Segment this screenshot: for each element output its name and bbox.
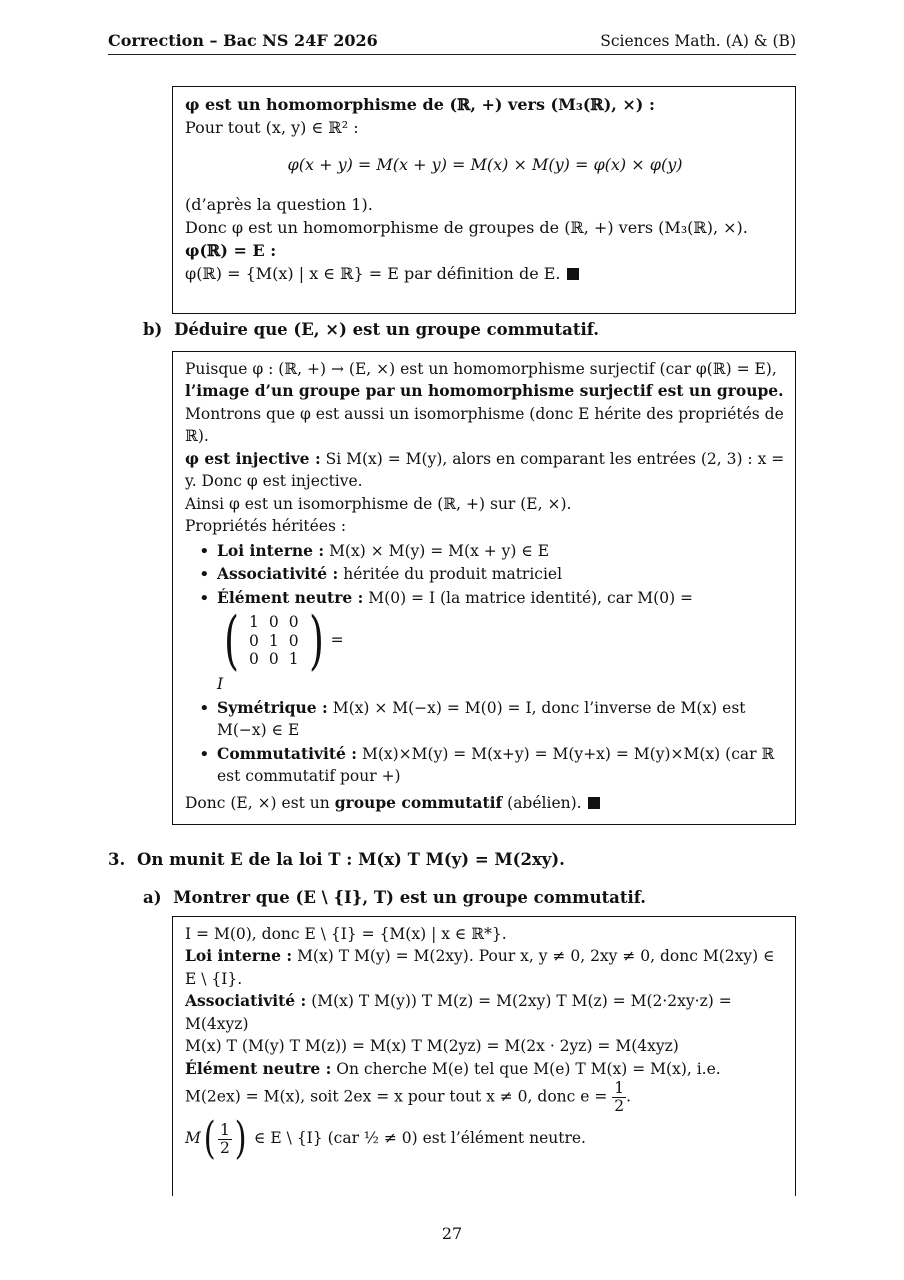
question-b (143, 318, 599, 342)
solution-box-homomorphism (172, 86, 796, 314)
conclusion-a: Donc (E, ×) est un (185, 793, 330, 812)
box3-neutral-element: M( $\frac{1}{2}$ ) ∈ E \ {I} (car ½ ≠ 0) est l’élément neutre. (185, 1113, 586, 1165)
list-item (185, 697, 785, 742)
neutral-label: Élément neutre : (185, 1058, 332, 1078)
box3-internal-law (185, 945, 785, 990)
prop-label: Loi interne : (217, 540, 325, 560)
prop-text: M(x) × M(y) = M(x + y) ∈ E (329, 541, 550, 560)
box3-associativity-2: M(x) T (M(y) T M(z)) = M(x) T M(2yz) = M(2x · 2yz) = M(4xyz) (185, 1037, 679, 1056)
prop-identity: I (217, 675, 224, 694)
question-3-label: 3. (108, 850, 126, 869)
qed-square-icon (588, 797, 600, 809)
prop-text: M(0) = I (la matrice identité), car M(0) = (368, 588, 694, 607)
neutral-text-2: M(2ex) = M(x), soit 2ex = x pour tout x ≠ 0, donc e = (185, 1087, 608, 1106)
header-subject: Sciences Math. (A) & (B) (600, 31, 796, 50)
box1-line4: φ(ℝ) = E : (185, 240, 277, 260)
internal-law-text: M(x) T M(y) = M(2xy). Pour x, y ≠ 0, 2xy ≠ 0, donc M(2xy) ∈ E \ {I}. (185, 947, 775, 988)
box2-line4: Ainsi φ est un isomorphisme de (ℝ, +) sur (E, ×). (185, 494, 572, 513)
box2-line1: Puisque φ : (ℝ, +) → (E, ×) est un homomorphisme surjectif (car φ(ℝ) = E), (185, 360, 777, 378)
box2-injective-text: Si M(x) = M(y), alors en comparant les entrées (2, 3) : x = y. Donc φ est injective. (185, 449, 785, 491)
prop-equals: = (330, 631, 344, 650)
box2-injective-label: φ est injective : (185, 448, 321, 468)
prop-label: Symétrique : (217, 697, 328, 717)
associativity-text: (M(x) T M(y)) T M(z) = M(2xy) T M(z) = M(2·2xy·z) = M(4xyz) (185, 992, 732, 1033)
conclusion-b: groupe commutatif (334, 792, 503, 812)
box2-conclusion (185, 792, 785, 814)
box3-line1: I = M(0), donc E \ {I} = {M(x) | x ∈ ℝ*}. (185, 925, 507, 943)
prop-text: M(x)×M(y) = M(x+y) = M(y+x) = M(y)×M(x) (car ℝ est commutatif pour +) (217, 744, 775, 786)
fraction-one-half-2: $\frac{1}{2}$ (220, 1120, 230, 1157)
question-3a (143, 886, 646, 910)
box1-line5-text: φ(ℝ) = {M(x) | x ∈ ℝ} = E par définition de E. (185, 264, 561, 284)
page-header (108, 26, 796, 55)
box3-neutral (185, 1058, 785, 1080)
associativity-label: Associativité : (185, 991, 307, 1011)
inherited-properties-list (185, 540, 785, 788)
prop-label: Commutativité : (217, 743, 358, 763)
qed-square-icon (567, 268, 579, 280)
box3-associativity (185, 990, 785, 1035)
internal-law-label: Loi interne : (185, 946, 293, 966)
box1-title: φ est un homomorphisme de (ℝ, +) vers (M₃(ℝ), ×) : (185, 95, 655, 114)
question-b-label: b) (143, 320, 163, 339)
box2-line2: l’image d’un groupe par un homomorphisme surjectif est un groupe. (185, 381, 784, 401)
list-item (185, 743, 785, 788)
identity-matrix: ( 1 0 0 0 1 0 0 0 1 ) (223, 604, 324, 679)
solution-box-law-T (172, 916, 796, 1196)
page-number: 27 (441, 1224, 463, 1243)
neutral-M: M (185, 1129, 201, 1148)
solution-box-commutative-group (172, 351, 796, 825)
box1-line5 (185, 262, 785, 285)
box2-line5: Propriétés héritées : (185, 517, 347, 536)
list-item (185, 563, 785, 585)
question-3a-text: Montrer que (E \ {I}, T) est un groupe commutatif. (173, 888, 647, 907)
box1-line3: Donc φ est un homomorphisme de groupes de (ℝ, +) vers (M₃(ℝ), ×). (185, 217, 748, 237)
header-title: Correction – Bac NS 24F 2026 (108, 30, 378, 50)
box1-line1: Pour tout (x, y) ∈ ℝ² : (185, 118, 359, 138)
box1-line2: (d’après la question 1). (185, 194, 373, 214)
conclusion-c: (abélien). (507, 793, 582, 812)
question-3-text: On munit E de la loi T : M(x) T M(y) = M(2xy). (136, 850, 565, 869)
prop-label: Associativité : (217, 564, 339, 584)
list-item (185, 540, 785, 562)
fraction-one-half: $\frac{1}{2}$ (614, 1079, 625, 1116)
neutral-element-text: ∈ E \ {I} (car ½ ≠ 0) est l’élément neutre. (254, 1129, 586, 1148)
question-3a-label: a) (143, 888, 162, 907)
neutral-text: On cherche M(e) tel que M(e) T M(x) = M(x), i.e. (336, 1059, 721, 1078)
list-item (185, 587, 785, 696)
question-3 (108, 848, 565, 872)
prop-label: Élément neutre : (217, 587, 364, 607)
prop-text: héritée du produit matriciel (343, 565, 563, 584)
prop-text: M(x) × M(−x) = M(0) = I, donc l’inverse de M(x) est M(−x) ∈ E (217, 698, 746, 740)
box1-equation: φ(x + y) = M(x + y) = M(x) × M(y) = φ(x) × φ(y) (287, 155, 683, 175)
box2-injective (185, 448, 785, 493)
box3-neutral-2: M(2ex) = M(x), soit 2ex = x pour tout x ≠ 0, donc e = $\frac{1}{2}$ . (185, 1079, 632, 1116)
box2-line3: Montrons que φ est aussi un isomorphisme (donc E hérite des propriétés de ℝ). (185, 404, 784, 446)
question-b-text: Déduire que (E, ×) est un groupe commutatif. (174, 320, 600, 339)
